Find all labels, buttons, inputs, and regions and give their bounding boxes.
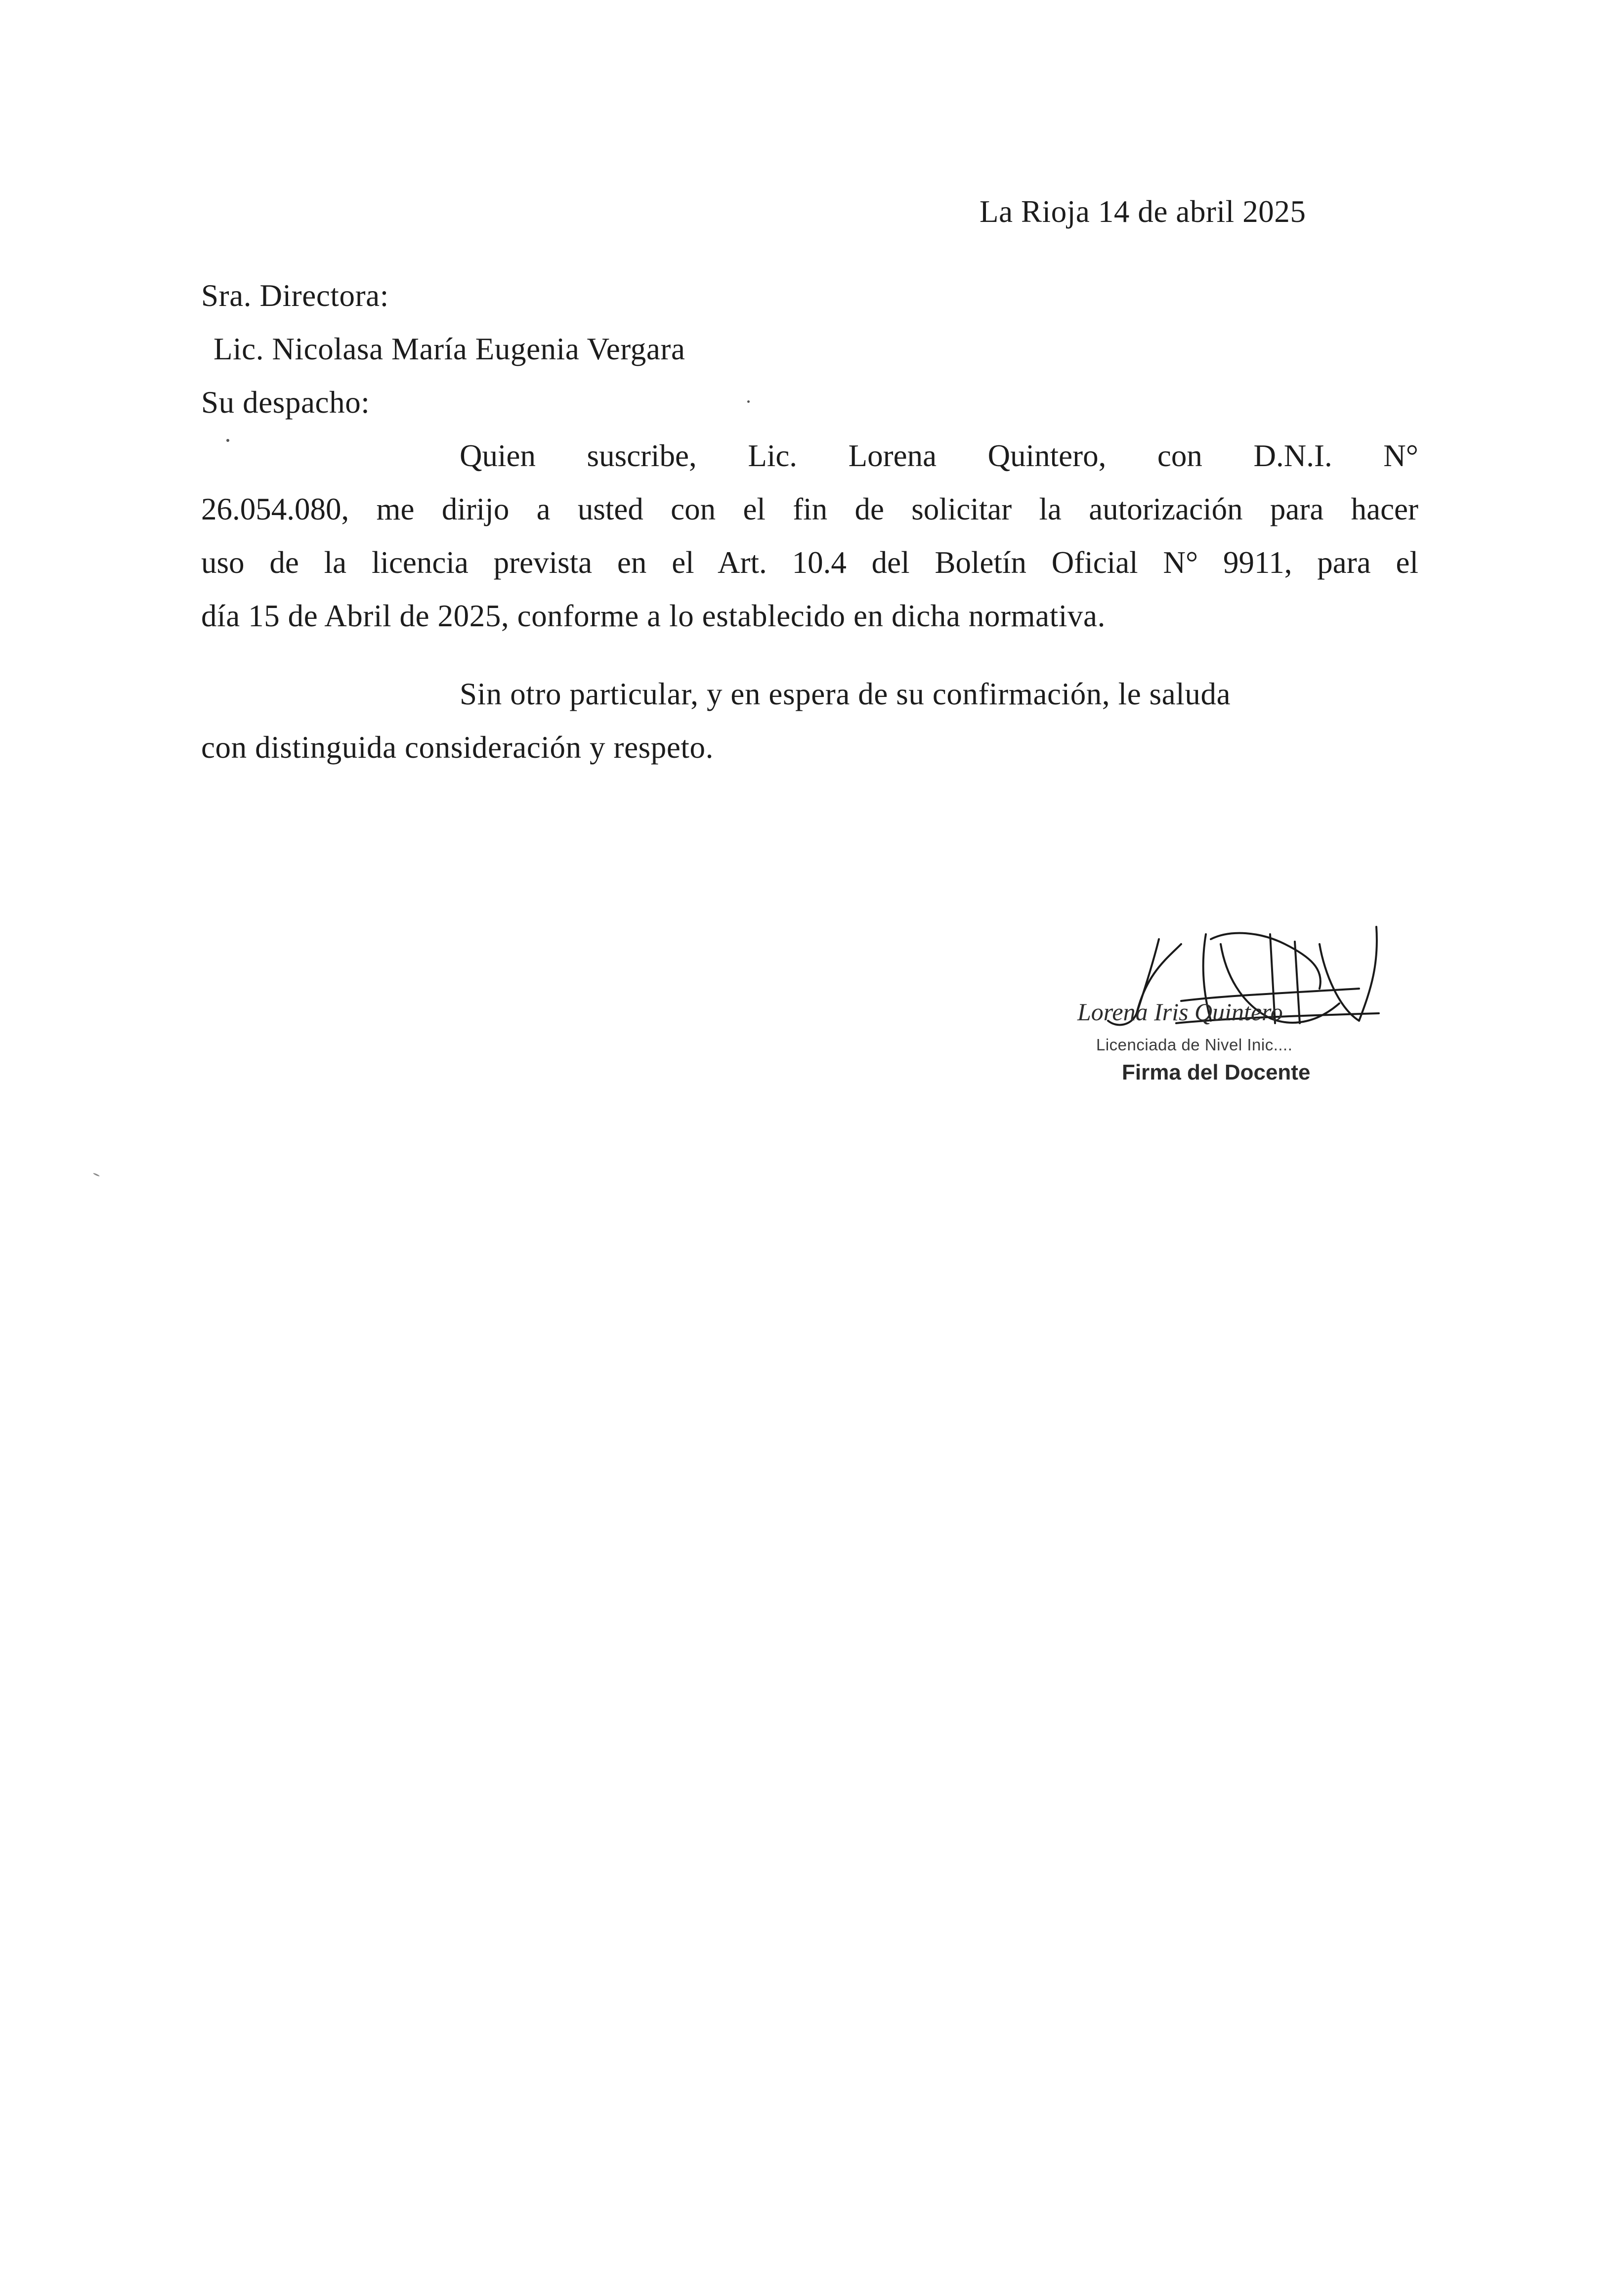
paragraph-1-line-1: Quien suscribe, Lic. Lorena Quintero, con D.N.I. N° (460, 438, 1418, 473)
paragraph-2-line-2: con distinguida consideración y respeto. (201, 730, 714, 765)
scan-speck (93, 1172, 100, 1177)
scan-speck (226, 439, 229, 442)
recipient-name: Lic. Nicolasa María Eugenia Vergara (213, 332, 685, 366)
stamp-name: Lorena Iris Quintero (1077, 998, 1283, 1026)
salutation: Sra. Directora: (201, 278, 389, 313)
scan-speck (747, 400, 750, 403)
stamp-title: Licenciada de Nivel Inic.... (1096, 1036, 1293, 1054)
signature-block (1063, 914, 1399, 1102)
signature-label: Firma del Docente (1122, 1060, 1311, 1084)
date-line: La Rioja 14 de abril 2025 (980, 194, 1306, 229)
recipient-office: Su despacho: (201, 385, 370, 420)
paragraph-2-line-1: Sin otro particular, y en espera de su confirmación, le saluda (460, 677, 1231, 711)
paragraph-1-line-3: uso de la licencia prevista en el Art. 10.4 del Boletín Oficial N° 9911, para el (201, 545, 1418, 580)
paragraph-1-line-4: día 15 de Abril de 2025, conforme a lo establecido en dicha normativa. (201, 599, 1106, 633)
paragraph-1-line-2: 26.054.080, me dirijo a usted con el fin de solicitar la autorización para hacer (201, 492, 1418, 526)
